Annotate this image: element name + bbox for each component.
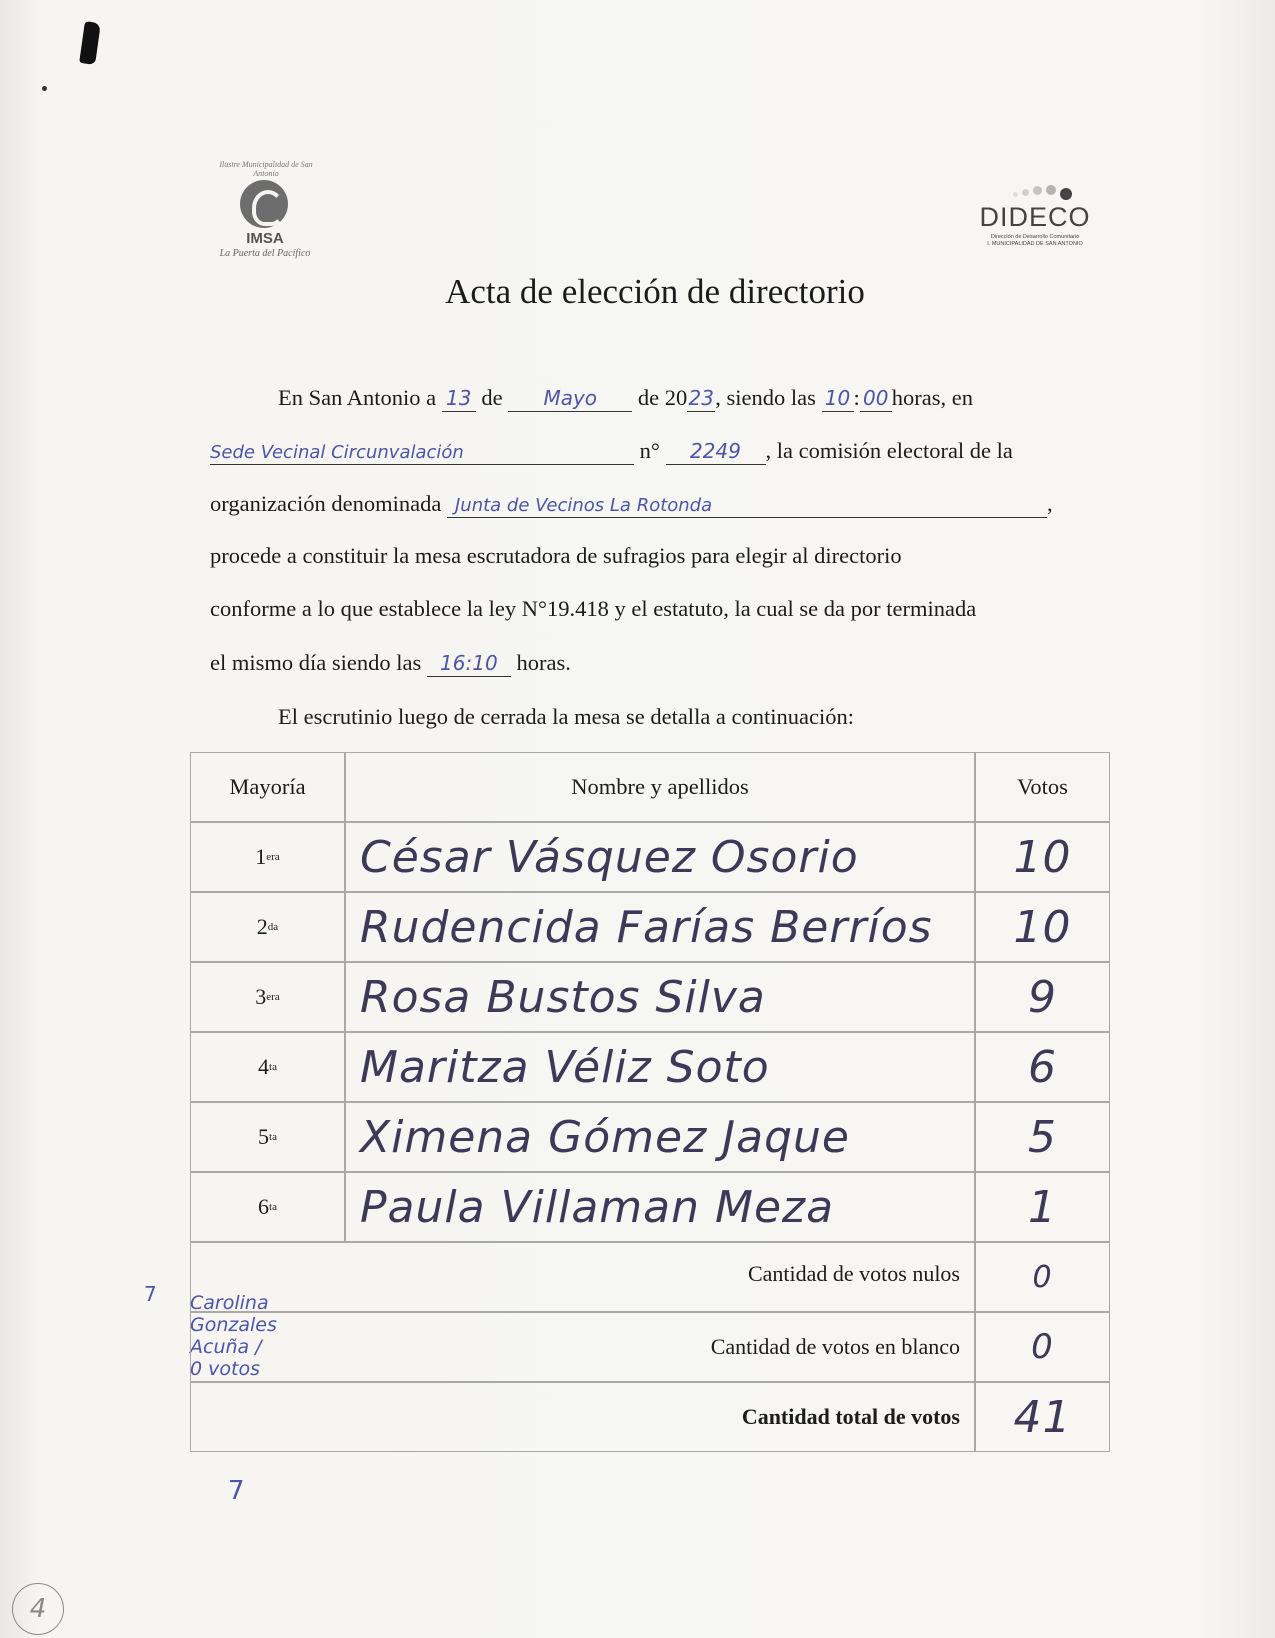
dideco-dots-icon [1005, 180, 1085, 200]
total-votes-value: 41 [975, 1382, 1110, 1452]
org-field [447, 490, 1047, 518]
rank-suffix: ta [269, 1201, 277, 1213]
intro-line-4: procede a constituir la mesa escrutadora de sufragios para elegir al directorio [210, 543, 902, 568]
null-votes-note: Carolina Gonzales Acuña / 0 votos [190, 1292, 277, 1380]
blank-votes-label: Cantidad de votos en blanco [190, 1312, 975, 1382]
intro-text: , la comisión electoral de la [765, 438, 1013, 463]
intro-line-7: El escrutinio luego de cerrada la mesa se detalla a continuación: [278, 704, 855, 729]
null-votes-value: 0 [975, 1242, 1110, 1312]
candidate-name: César Vásquez Osorio [345, 822, 975, 892]
dideco-subtitle-line2: I. MUNICIPALIDAD DE SAN ANTONIO [987, 241, 1083, 247]
rank-suffix: da [267, 921, 279, 933]
intro-line-3: organización denominada Junta de Vecinos La Rotonda , [210, 491, 1053, 516]
header-name: Nombre y apellidos [345, 752, 975, 822]
rank-cell [190, 1172, 345, 1242]
rank-cell [190, 822, 345, 892]
place-value: Sede Vecinal Circunvalación [210, 442, 464, 463]
logo-tagline: La Puerta del Pacífico [219, 248, 311, 259]
intro-line-6 [210, 649, 571, 677]
rank-number: 1 [255, 844, 267, 869]
candidate-votes: 5 [975, 1102, 1110, 1172]
number-field [666, 437, 766, 465]
document-title: Acta de elección de directorio [445, 272, 865, 311]
candidate-votes: 10 [975, 892, 1110, 962]
header-rank: Mayoría [190, 752, 345, 822]
logo-acronym: IMSA [246, 230, 284, 247]
ink-dot [42, 86, 47, 91]
rank-cell [190, 1102, 345, 1172]
blank-votes-value: 0 [975, 1312, 1110, 1382]
rank-number: 3 [255, 984, 267, 1009]
year-field [687, 384, 715, 412]
candidate-votes: 10 [975, 822, 1110, 892]
intro-line-1: En San Antonio a 13 de Mayo de 2023, siendo las 10 : 00 horas, en [278, 385, 973, 410]
intro-line-2 [210, 437, 1013, 465]
org-label: organización denominada [210, 491, 442, 516]
municipal-emblem-icon [240, 180, 288, 228]
start-minute-field [860, 384, 892, 412]
rank-suffix: era [266, 851, 280, 863]
start-hour-field [822, 384, 854, 412]
intro-text: de [481, 385, 503, 410]
rank-suffix: ta [269, 1061, 277, 1073]
candidate-name: Ximena Gómez Jaque [345, 1102, 975, 1172]
candidate-votes: 1 [975, 1172, 1110, 1242]
intro-text: de 20 [637, 385, 688, 410]
place-field [210, 437, 634, 465]
intro-text: el mismo día siendo las [210, 650, 422, 675]
intro-text: horas. [516, 650, 571, 675]
month-value: Mayo [543, 386, 598, 410]
candidate-name: Paula Villaman Meza [345, 1172, 975, 1242]
intro-line-5: conforme a lo que establece la ley N°19.418 y el estatuto, la cual se da por terminada [210, 596, 977, 621]
page-number-stamp [12, 1583, 64, 1635]
logo-arc-text: Ilustre Municipalidad de San Antonio [219, 160, 313, 178]
dideco-subtitle-line1: Dirección de Desarrollo Comunitario [990, 234, 1080, 240]
null-votes-label: Cantidad de votos nulos [190, 1242, 975, 1312]
margin-mark-bottom: 7 [228, 1476, 245, 1506]
day-field [442, 384, 476, 412]
number-label: n° [639, 438, 660, 463]
rank-cell [190, 1032, 345, 1102]
end-time-value: 16:10 [440, 651, 498, 675]
candidate-name: Rosa Bustos Silva [345, 962, 975, 1032]
intro-text: En San Antonio a [278, 385, 437, 410]
intro-text: , siendo las [715, 385, 816, 410]
imsa-logo [205, 160, 325, 270]
candidate-votes: 6 [975, 1032, 1110, 1102]
year-value: 23 [688, 386, 714, 410]
day-value: 13 [446, 386, 472, 410]
rank-cell [190, 892, 345, 962]
rank-number: 4 [258, 1054, 270, 1079]
total-votes-label: Cantidad total de votos [190, 1382, 975, 1452]
page-number: 4 [29, 1594, 47, 1624]
candidate-name: Maritza Véliz Soto [345, 1032, 975, 1102]
month-field [508, 384, 632, 412]
intro-text: horas, en [891, 385, 973, 410]
dideco-subtitle [975, 234, 1095, 248]
start-minute-value: 00 [863, 386, 889, 410]
candidate-votes: 9 [975, 962, 1110, 1032]
number-value: 2249 [690, 439, 741, 463]
start-hour-value: 10 [824, 386, 851, 410]
margin-mark-row7: 7 [144, 1282, 157, 1306]
org-value: Junta de Vecinos La Rotonda [455, 495, 713, 516]
rank-number: 6 [258, 1194, 270, 1219]
candidate-name: Rudencida Farías Berríos [345, 892, 975, 962]
rank-number: 5 [258, 1124, 270, 1149]
rank-suffix: era [266, 991, 280, 1003]
header-votes: Votos [975, 752, 1110, 822]
rank-suffix: ta [269, 1131, 277, 1143]
rank-number: 2 [256, 914, 268, 939]
dideco-logo [975, 180, 1095, 260]
end-time-field [427, 649, 511, 677]
rank-cell [190, 962, 345, 1032]
dideco-wordmark: DIDECO [979, 202, 1091, 232]
